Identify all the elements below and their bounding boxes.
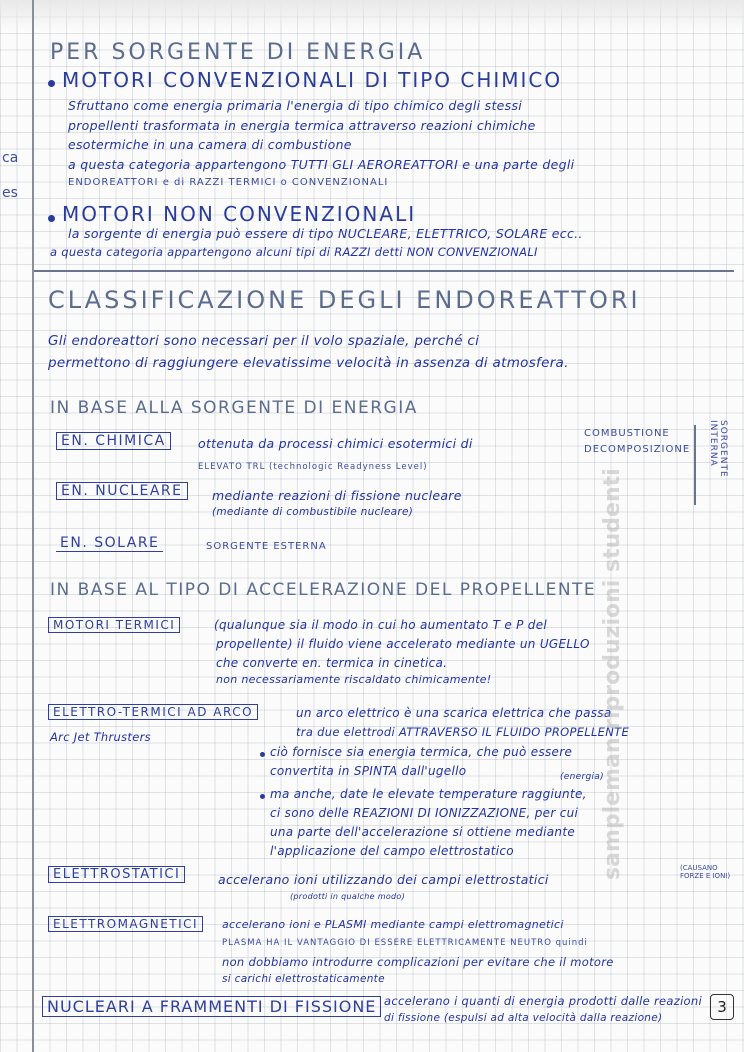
text-external-source: SORGENTE ESTERNA xyxy=(206,541,327,552)
label-en-solare: EN. SOLARE xyxy=(56,535,163,552)
text-line: ottenuta da processi chimici esotermici di xyxy=(198,436,473,451)
text-line: permettono di raggiungere elevatissime velocità in assenza di atmosfera. xyxy=(48,355,569,371)
label-elettrostatici: ELETTROSTATICI xyxy=(48,866,185,883)
text-line: a questa categoria appartengono TUTTI GLI AEROREATTORI e una parte degli xyxy=(68,157,575,172)
watermark: sampleman riproduzioni studenti xyxy=(600,468,625,880)
bullet-icon xyxy=(48,80,55,87)
annotation-prodotti: (prodotti in qualche modo) xyxy=(290,892,406,901)
heading-by-acceleration: IN BASE AL TIPO DI ACCELERAZIONE DEL PROPELLENTE xyxy=(50,580,597,600)
heading-conventional-motors: MOTORI CONVENZIONALI DI TIPO CHIMICO xyxy=(62,68,563,92)
bullet-icon xyxy=(260,794,265,799)
bullet-icon xyxy=(260,752,265,757)
text-line: (qualunque sia il modo in cui ho aumentato T e P del xyxy=(214,618,548,632)
option-decomposizione: DECOMPOSIZIONE xyxy=(584,444,691,455)
label-en-nucleare: EN. NUCLEARE xyxy=(56,482,188,500)
text-line: si carichi elettrostaticamente xyxy=(222,973,385,985)
text-line: esotermiche in una camera di combustione xyxy=(68,137,352,152)
text-line: propellenti trasformata in energia termica attraverso reazioni chimiche xyxy=(68,118,536,133)
text-line: ENDOREATTORI e di RAZZI TERMICI o CONVENZIONALI xyxy=(68,177,389,188)
text-line: ciò fornisce sia energia termica, che può essere xyxy=(270,745,573,759)
label-motori-termici: MOTORI TERMICI xyxy=(48,617,180,633)
text-line: una parte dell'accelerazione si ottiene mediante xyxy=(270,825,576,839)
section-divider xyxy=(34,270,734,272)
option-combustione: COMBUSTIONE xyxy=(584,428,670,439)
text-line: Sfruttano come energia primaria l'energia di tipo chimico degli stessi xyxy=(68,98,523,113)
page-top-shade xyxy=(0,0,744,30)
text-line: convertita in SPINTA dall'ugello xyxy=(270,764,467,778)
bullet-icon xyxy=(48,215,55,222)
section-title-energy-source: PER SORGENTE DI ENERGIA xyxy=(50,40,426,65)
section-title-classification: CLASSIFICAZIONE DEGLI ENDOREATTORI xyxy=(48,286,641,314)
label-elettromagnetici: ELETTROMAGNETICI xyxy=(48,916,203,932)
text-line: accelerano ioni utilizzando dei campi elettrostatici xyxy=(218,872,549,887)
text-line: ci sono delle REAZIONI DI IONIZZAZIONE, per cui xyxy=(270,806,579,820)
margin-mark-a: ca xyxy=(2,150,19,166)
text-line: non dobbiamo introdurre complicazioni per evitare che il motore xyxy=(222,955,614,969)
label-en-chimica: EN. CHIMICA xyxy=(56,432,171,450)
annotation-energia: (energia) xyxy=(560,772,604,782)
text-line: Gli endoreattori sono necessari per il volo spaziale, perché ci xyxy=(48,333,480,349)
text-line: accelerano i quanti di energia prodotti dalle reazioni xyxy=(384,994,702,1008)
note-nucleare: (mediante di combustibile nucleare) xyxy=(212,506,414,518)
text-line: accelerano ioni e PLASMI mediante campi elettromagnetici xyxy=(222,918,564,931)
heading-non-conventional-motors: MOTORI NON CONVENZIONALI xyxy=(62,202,417,226)
text-line: un arco elettrico è una scarica elettrica che passa xyxy=(296,706,612,720)
text-line: l'applicazione del campo elettrostatico xyxy=(270,844,514,858)
note-causano-forze: (CAUSANO FORZE E IONI) xyxy=(680,864,731,880)
bracket-line xyxy=(694,425,696,505)
text-line: la sorgente di energia può essere di tipo NUCLEARE, ELETTRICO, SOLARE ecc.. xyxy=(68,226,583,241)
text-line: che converte en. termica in cinetica. xyxy=(216,656,448,670)
text-line: mediante reazioni di fissione nucleare xyxy=(212,488,462,503)
margin-line xyxy=(32,0,34,1052)
text-line: propellente) il fluido viene accelerato mediante un UGELLO xyxy=(216,637,590,651)
note-trl: ELEVATO TRL (technologic Readyness Level) xyxy=(198,462,428,472)
text-line: tra due elettrodi ATTRAVERSO IL FLUIDO PROPELLENTE xyxy=(296,725,630,739)
text-line: a questa categoria appartengono alcuni tipi di RAZZI detti NON CONVENZIONALI xyxy=(50,245,538,259)
text-line: non necessariamente riscaldato chimicamente! xyxy=(216,673,492,686)
text-line: di fissione (espulsi ad alta velocità dalla reazione) xyxy=(384,1012,663,1024)
heading-by-energy-source: IN BASE ALLA SORGENTE DI ENERGIA xyxy=(50,398,418,418)
text-line: ma anche, date le elevate temperature raggiunte, xyxy=(270,787,587,801)
label-nucleari-frammenti: NUCLEARI A FRAMMENTI DI FISSIONE xyxy=(42,996,381,1017)
side-label-internal-source: SORGENTE INTERNA xyxy=(708,420,728,478)
page-number: 3 xyxy=(710,994,734,1020)
label-elettro-termici-arco: ELETTRO-TERMICI AD ARCO xyxy=(48,704,258,720)
label-arc-jet: Arc Jet Thrusters xyxy=(50,730,151,744)
margin-mark-b: es xyxy=(2,185,18,201)
text-line: PLASMA HA IL VANTAGGIO DI ESSERE ELETTRICAMENTE NEUTRO quindi xyxy=(222,938,588,948)
